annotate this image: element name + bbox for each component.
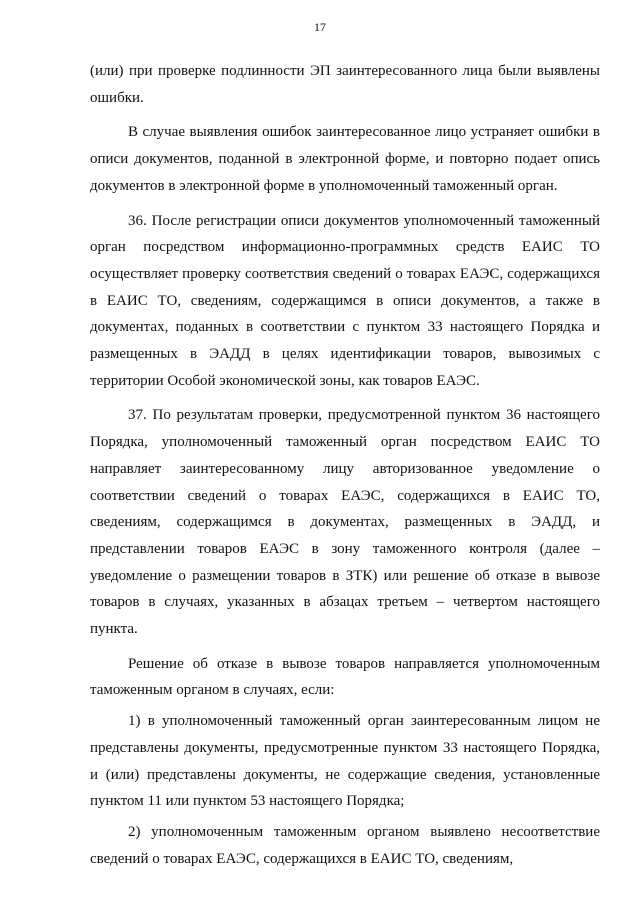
paragraph-error-correction: В случае выявления ошибок заинтересованное лицо устраняет ошибки в описи документов, поданной в электронной форме, и повторно подает опись документов в электронной форме в уполномоченный таможенный орган.	[90, 124, 600, 194]
list-item-2: 2) уполномоченным таможенным органом выявлено несоответствие сведений о товарах ЕАЭС, содержащихся в ЕАИС ТО, сведениям,	[90, 823, 600, 867]
page-number: 17	[314, 20, 326, 34]
paragraph-continuation: (или) при проверке подлинности ЭП заинтересованного лица были выявлены ошибки.	[90, 63, 600, 106]
paragraph-clause-36: 36. После регистрации описи документов уполномоченный таможенный орган посредством информационно-программных средств ЕАИС ТО осуществляет проверку соответствия сведений о товарах ЕАЭС, содержащихся в ЕАИС ТО, сведениям, содержащимся в описи документов, а также в документах, поданных в соответствии с пунктом 33 настоящего Порядка и размещенных в ЭАДД в целях идентификации товаров, вывозимых с территории Особой экономической зоны, как товаров ЕАЭС.	[90, 212, 600, 389]
paragraph-clause-37: 37. По результатам проверки, предусмотренной пунктом 36 настоящего Порядка, уполномоченный таможенный орган посредством ЕАИС ТО направляет заинтересованному лицу авторизованное уведомление о соответствии сведений о товарах ЕАЭС, содержащихся в ЕАИС ТО, сведениям, содержащимся в документах, размещенных в ЭАДД, и представлении товаров ЕАЭС в зону таможенного контроля (далее – уведомление о размещении товаров в ЗТК) или решение об отказе в вывозе товаров в случаях, указанных в абзацах третьем – четвертом настоящего пункта.	[90, 407, 600, 638]
paragraph-refusal-decision: Решение об отказе в вывозе товаров направляется уполномоченным таможенным органом в случаях, если:	[90, 655, 600, 699]
list-item-1: 1) в уполномоченный таможенный орган заинтересованным лицом не представлены документы, предусмотренные пунктом 33 настоящего Порядка, и (или) представлены документы, не содержащие сведения, установленные пунктом 11 или пунктом 53 настоящего Порядка;	[90, 713, 600, 810]
document-body	[90, 58, 600, 872]
